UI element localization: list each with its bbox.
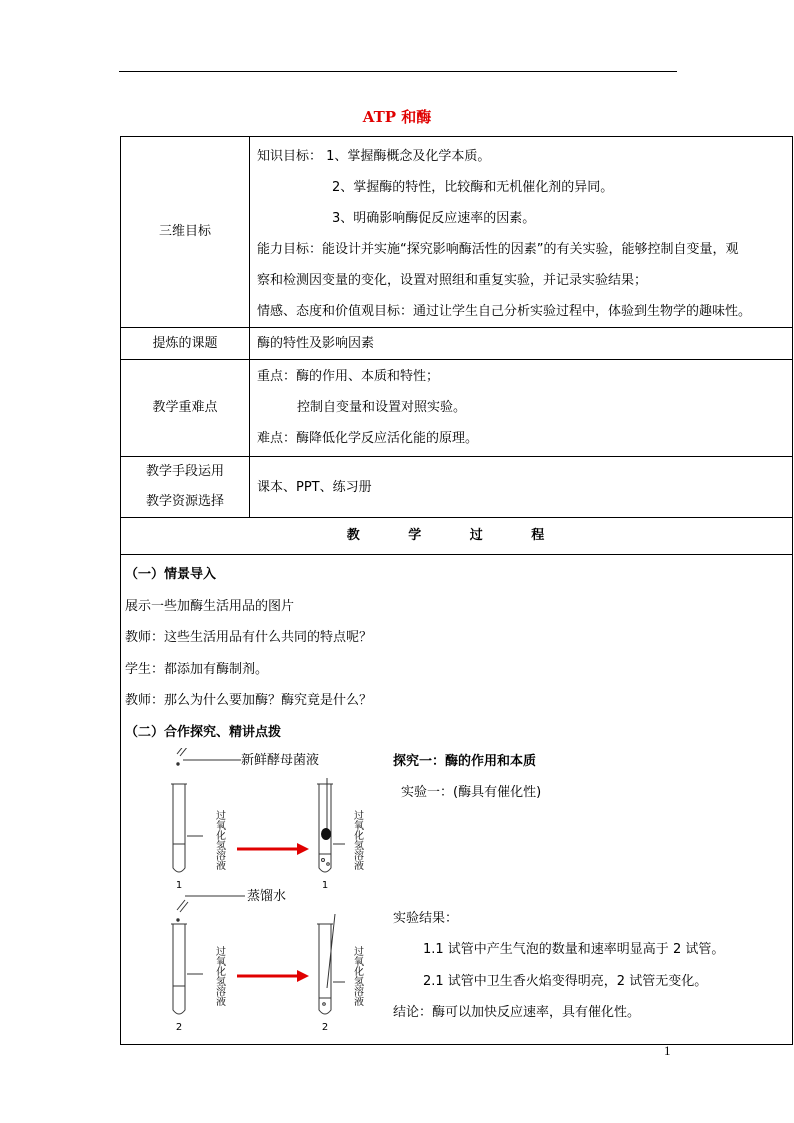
topic-value: 酶的特性及影响因素	[257, 336, 375, 351]
key-point-2: 控制自变量和设置对照实验。	[297, 400, 467, 415]
tube-number-1b: 1	[321, 880, 329, 891]
header-rule	[119, 71, 677, 72]
difficulty-point: 难点：酶降低化学反应活化能的原理。	[257, 431, 479, 446]
document-title: ATP 和酶	[362, 108, 432, 126]
bubble-foam-icon	[321, 828, 331, 840]
svg-text:过氧化氢溶液: 过氧化氢溶液	[351, 946, 363, 1006]
section1-line-4: 教师：那么为什么要加酶？酶究竟是什么？	[125, 693, 373, 708]
means-label: 教学手段运用	[145, 464, 224, 479]
goal-ability-1: 能力目标：能设计并实施“探究影响酶活性的因素”的有关实验，能够控制自变量，观	[257, 242, 739, 257]
experiment-figure	[121, 748, 389, 1044]
section1-heading: （一）情景导入	[125, 567, 217, 582]
key-point-1: 重点：酶的作用、本质和特性；	[257, 369, 440, 384]
goal-knowledge-1: 知识目标： 1、掌握酶概念及化学本质。	[257, 149, 491, 164]
goal-emotion: 情感、态度和价值观目标：通过让学生自己分析实验过程中，体验到生物学的趣味性。	[257, 304, 752, 319]
tube-label-2a	[187, 945, 226, 1007]
lesson-plan-table	[120, 136, 793, 1045]
test-tube-icon	[317, 778, 333, 872]
page-number: 1	[664, 1043, 671, 1058]
section1-line-1: 展示一些加酶生活用品的图片	[125, 598, 295, 614]
svg-text:过氧化氢溶液: 过氧化氢溶液	[351, 810, 363, 870]
tube-number-2b: 2	[321, 1022, 329, 1033]
tube-label-1a	[187, 809, 226, 871]
water-label: 蒸馏水	[247, 889, 287, 904]
means-row	[121, 457, 792, 518]
resources-label: 教学资源选择	[145, 494, 224, 509]
tube-label-2b	[333, 945, 364, 1007]
svg-text:过氧化氢溶液: 过氧化氢溶液	[213, 946, 225, 1006]
tube-label-1b	[333, 809, 364, 871]
dropper-bottom-icon	[177, 896, 245, 921]
topic-label: 提炼的课题	[121, 328, 250, 359]
goal-knowledge-2: 2、掌握酶的特性，比较酶和无机催化剂的异同。	[332, 180, 614, 195]
inquiry-title: 探究一：酶的作用和本质	[393, 754, 537, 769]
topic-row	[121, 328, 792, 360]
section2-heading: （二）合作探究、精讲点拨	[125, 724, 282, 740]
test-tube-icon	[171, 784, 187, 872]
tube-number-2a: 2	[175, 1022, 183, 1033]
goal-knowledge-3: 3、明确影响酶促反应速率的因素。	[332, 211, 536, 226]
arrow-icon-2	[237, 970, 309, 982]
conclusion: 结论：酶可以加快反应速率，具有催化性。	[393, 1005, 641, 1020]
tube-number-1a: 1	[175, 880, 183, 891]
means-value: 课本、PPT、练习册	[257, 479, 372, 495]
yeast-label: 新鲜酵母菌液	[241, 753, 320, 768]
result-label: 实验结果：	[393, 911, 459, 926]
test-tube-icon	[317, 914, 335, 1014]
arrow-icon-1	[237, 843, 309, 855]
svg-text:过氧化氢溶液: 过氧化氢溶液	[213, 810, 225, 870]
result-line-2: 2.1 试管中卫生香火焰变得明亮，2 试管无变化。	[423, 974, 708, 989]
goal-ability-2: 察和检测因变量的变化，设置对照组和重复实验，并记录实验结果；	[257, 273, 648, 288]
process-body	[121, 555, 792, 1044]
key-points-row	[121, 360, 792, 457]
result-line-1: 1.1 试管中产生气泡的数量和速率明显高于 2 试管。	[423, 942, 725, 957]
experiment-label: 实验一：(酶具有催化性)	[401, 785, 542, 800]
process-header: 教 学 过 程	[346, 528, 567, 543]
goals-row	[121, 137, 792, 328]
key-points-label: 教学重难点	[121, 360, 250, 456]
dropper-top-icon	[177, 748, 241, 765]
process-header-row	[121, 518, 792, 555]
goals-label: 三维目标	[121, 137, 250, 327]
section1-line-3: 学生：都添加有酶制剂。	[125, 661, 269, 677]
section1-line-2: 教师：这些生活用品有什么共同的特点呢？	[125, 630, 373, 645]
test-tube-icon	[171, 924, 187, 1014]
